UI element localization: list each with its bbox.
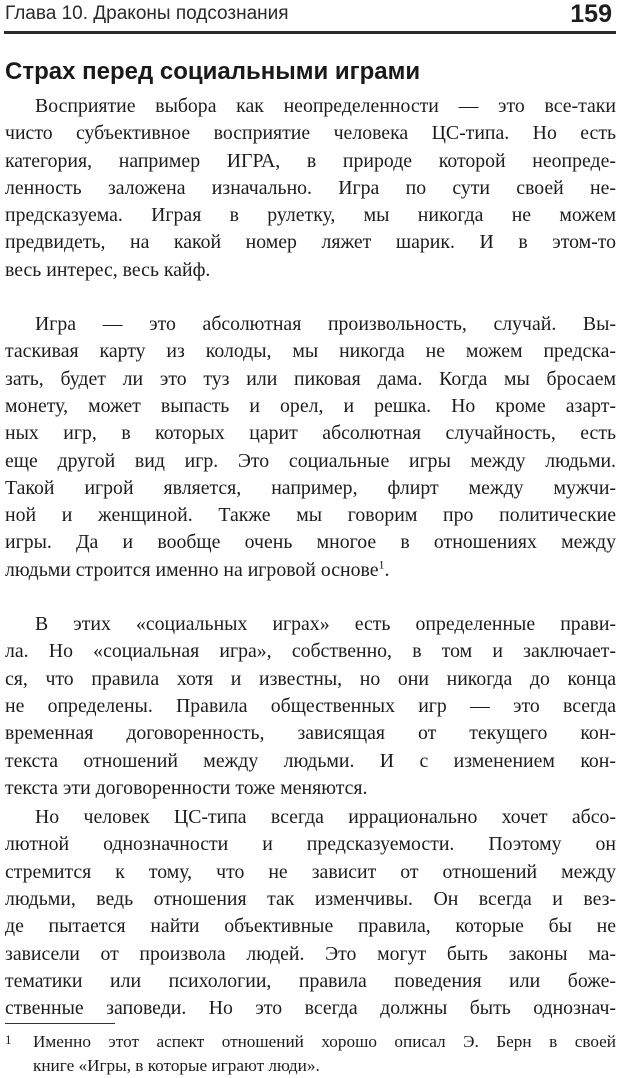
footnote: [5, 1030, 616, 1078]
text-line: предсказуема. Играя в рулетку, мы никогда не можем: [5, 204, 616, 227]
paragraph-1: [5, 93, 616, 284]
text-line: таскивая карту из колоды, мы никогда не можем предска-: [5, 340, 616, 363]
text-line: чисто субъективное восприятие человека ЦС-типа. Но есть: [5, 122, 616, 145]
text-line: предвидеть, на какой номер ляжет шарик. И в этом-то: [5, 231, 616, 254]
section-heading: Страх перед социальными играми: [5, 58, 421, 85]
text-line: тематики или психологии, правила поведения или боже-: [5, 969, 616, 992]
header-rule: [4, 31, 616, 34]
text-line: текста отношений между людьми. И с изменением кон-: [5, 749, 616, 772]
footnote-reference[interactable]: 1: [378, 557, 385, 572]
text-line: людьми строится именно на игровой основе: [5, 558, 379, 581]
text-line: ственные заповеди. Но это всегда должны быть однознач-: [5, 997, 616, 1020]
text-line: де пытается найти объективные правила, которые бы не: [5, 915, 616, 938]
page-number: 159: [570, 0, 612, 28]
text-line: Такой игрой является, например, флирт между мужчи-: [5, 476, 616, 499]
sentence-end: .: [384, 558, 390, 581]
text-line: весь интерес, весь кайф.: [5, 258, 211, 281]
text-line: В этих «социальных играх» есть определенные прави-: [35, 613, 616, 636]
text-line: зависели от произвола людей. Это могут быть законы ма-: [5, 942, 616, 965]
text-line: ла. Но «социальная игра», собственно, в том и заключает-: [5, 640, 616, 663]
paragraph-3: [5, 611, 616, 802]
footnote-rule: [5, 1023, 115, 1024]
paragraph-4: [5, 804, 616, 1022]
footnote-text: [33, 1030, 616, 1078]
text-line: еще другой вид игр. Это социальные игры между людьми.: [5, 449, 616, 472]
paragraph-gap: [5, 284, 616, 311]
text-line: Игра — это абсолютная произвольность, случай. Вы-: [35, 313, 616, 336]
text-line: людьми, ведь отношения так изменчивы. Он всегда и вез-: [5, 888, 616, 911]
running-head: [5, 0, 614, 30]
paragraph-2: [5, 311, 616, 584]
text-line-with-footnote: [5, 557, 616, 584]
text-line: текста эти договоренности тоже меняются.: [5, 776, 368, 799]
text-line: Но человек ЦС-типа всегда иррационально хочет абсо-: [35, 806, 616, 829]
text-line: зать, будет ли это туз или пиковая дама. Когда мы бросаем: [5, 367, 616, 390]
text-line: стремится к тому, что не зависит от отношений между: [5, 860, 616, 883]
text-line: ленность заложена изначально. Игра по сути своей не-: [5, 176, 616, 199]
text-line: временная договоренность, зависящая от текущего кон-: [5, 722, 616, 745]
footnote-line: Именно этот аспект отношений хорошо описал Э. Берн в своей: [33, 1032, 616, 1051]
paragraph-gap: [5, 584, 616, 611]
body-text: [5, 93, 616, 1023]
text-line: лютной однозначности и предсказуемости. Поэтому он: [5, 833, 616, 856]
text-line: не определены. Правила общественных игр — это всегда: [5, 694, 616, 717]
text-line: Восприятие выбора как неопределенности — это все-таки: [35, 95, 616, 117]
text-line: ной и женщиной. Также мы говорим про политические: [5, 504, 616, 527]
text-line: игры. Да и вообще очень многое в отношениях между: [5, 531, 616, 554]
footnote-line: книге «Игры, в которые играют люди».: [33, 1056, 320, 1075]
chapter-title: Глава 10. Драконы подсознания: [5, 3, 289, 24]
text-line: монету, может выпасть и орел, и решка. Но кроме азарт-: [5, 394, 616, 417]
text-line: ных игр, в которых царит абсолютная случайность, есть: [5, 422, 616, 445]
text-line: ся, что правила хотя и известны, но они никогда до конца: [5, 667, 616, 690]
footnote-mark: 1: [5, 1032, 12, 1047]
text-line: категория, например ИГРА, в природе которой неопреде-: [5, 149, 616, 172]
